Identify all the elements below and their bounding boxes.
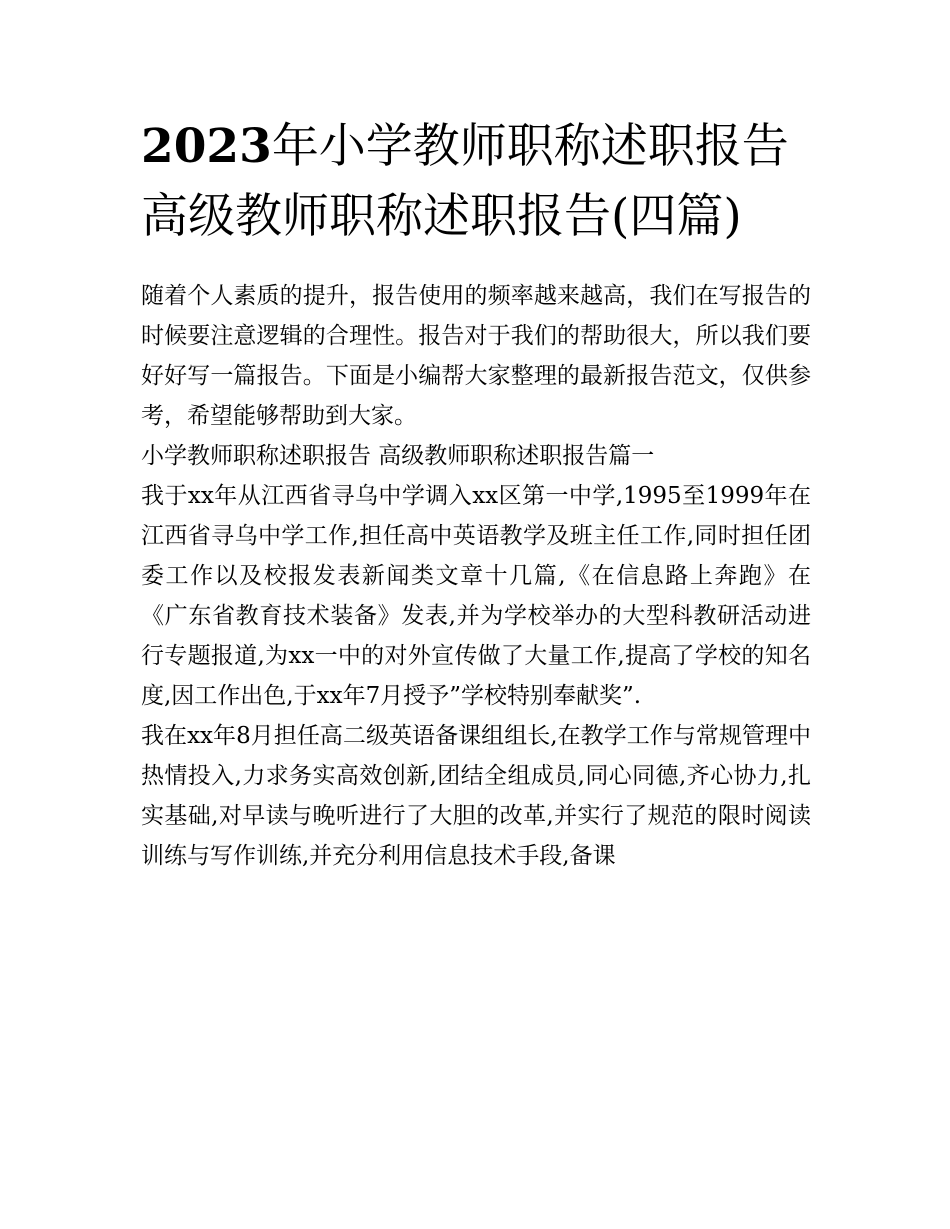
section-heading: 小学教师职称述职报告 高级教师职称述职报告篇一 bbox=[141, 443, 655, 469]
title-year: 2023 bbox=[141, 119, 272, 174]
document-title bbox=[141, 112, 811, 252]
title-main: 年小学教师职称述职报告 bbox=[271, 119, 789, 174]
body-paragraph-1: 我于xx年从江西省寻乌中学调入xx区第一中学,1995至1999年在江西省寻乌中学工作,担任高中英语教学及班主任工作,同时担任团委工作以及校报发表新闻类文章十几篇,《在信息路上奔跑》在《广东省教育技术装备》发表,并为学校举办的大型科教研活动进行专题报道,为xx一中的对外宣传做了大量工作,提高了学校的知名度,因工作出色,于xx年7月授予”学校特别奉献奖”. bbox=[141, 483, 811, 709]
title-line-2: 高级教师职称述职报告(四篇) bbox=[141, 189, 742, 244]
title-line-1 bbox=[141, 112, 811, 182]
document-page bbox=[141, 112, 811, 876]
intro-paragraph: 随着个人素质的提升，报告使用的频率越来越高，我们在写报告的时候要注意逻辑的合理性。报告对于我们的帮助很大，所以我们要好好写一篇报告。下面是小编帮大家整理的最新报告范文，仅供参考，希望能够帮助到大家。 bbox=[141, 283, 811, 429]
body-paragraph-2: 我在xx年8月担任高二级英语备课组组长,在教学工作与常规管理中热情投入,力求务实高效创新,团结全组成员,同心同德,齐心协力,扎实基础,对早读与晚听进行了大胆的改革,并实行了规范的限时阅读训练与写作训练,并充分利用信息技术手段,备课 bbox=[141, 723, 811, 869]
